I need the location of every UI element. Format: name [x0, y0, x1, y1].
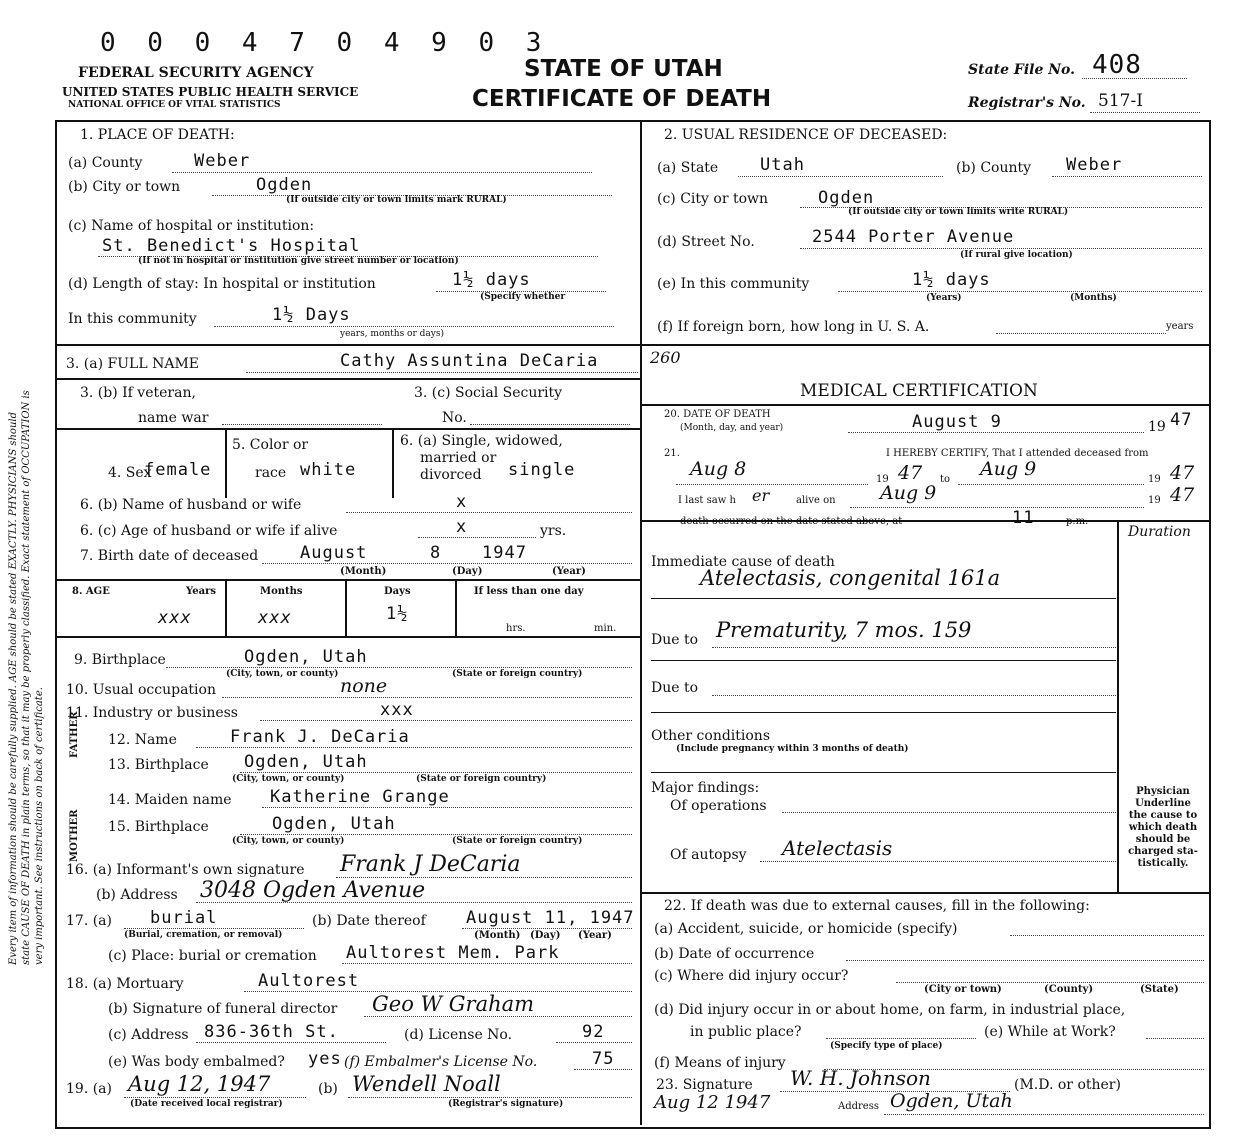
- industry-label: 11. Industry or business: [66, 705, 238, 721]
- state-file-label: State File No.: [968, 62, 1076, 78]
- place-type-note: (Specify type of place): [830, 1041, 943, 1051]
- race-label: race: [255, 465, 287, 481]
- death-date-value: August 9: [912, 412, 1002, 432]
- attended-to: Aug 9: [980, 458, 1037, 480]
- mother-city-note: (City, town, or county): [232, 836, 345, 846]
- mother-birthplace-value: Ogden, Utah: [272, 814, 396, 834]
- side-instruction-2: state CAUSE OF DEATH in plain terms, so that it may be properly classified. Exact statement of OCCUPATION is: [21, 390, 32, 965]
- while-at-work-label: (e) While at Work?: [984, 1024, 1116, 1040]
- father-side-label: FATHER: [69, 711, 80, 758]
- age-years-label: Years: [186, 586, 217, 597]
- mother-state-note: (State or foreign country): [452, 836, 583, 846]
- director-label: (b) Signature of funeral director: [108, 1001, 338, 1017]
- community-value: 1½ Days: [272, 305, 351, 325]
- residence-county-value: Weber: [1066, 155, 1123, 175]
- death-county-label: (a) County: [68, 155, 143, 171]
- informant-sig-value: Frank J DeCaria: [340, 852, 521, 877]
- other-conditions-note: (Include pregnancy within 3 months of death): [676, 744, 909, 754]
- occurred-time: 11: [1012, 508, 1035, 528]
- accident-label: (a) Accident, suicide, or homicide (specify): [654, 921, 958, 937]
- certify-text: I HEREBY CERTIFY, That I attended deceased from: [886, 448, 1149, 459]
- due-to-2-label: Due to: [651, 680, 699, 696]
- death-date-label: 20. DATE OF DEATH: [664, 409, 771, 420]
- hospital-value: St. Benedict's Hospital: [102, 236, 361, 256]
- autopsy-value: Atelectasis: [782, 836, 893, 860]
- hospital-note: (If not in hospital or institution give street number or location): [138, 256, 459, 266]
- operations-label: Of operations: [670, 798, 767, 814]
- birthplace-label: 9. Birthplace: [74, 652, 166, 668]
- certificate-frame: [55, 120, 1211, 1129]
- age-less-label: If less than one day: [474, 586, 584, 597]
- industry-value: xxx: [380, 700, 414, 720]
- attended-to-year: 47: [1170, 462, 1195, 484]
- birthplace-state-note: (State or foreign country): [452, 669, 583, 679]
- mortuary-address-label: (c) Address: [108, 1027, 189, 1043]
- community-label: In this community: [68, 311, 197, 327]
- marital-label-3: divorced: [420, 467, 482, 483]
- disposition-day-note: (Day): [530, 930, 561, 941]
- age-hrs: hrs.: [506, 623, 526, 634]
- certificate-title: CERTIFICATE OF DEATH: [472, 86, 772, 112]
- physician-note-line: Physician: [1136, 786, 1190, 797]
- father-city-note: (City, town, or county): [232, 774, 345, 784]
- residence-city-note: (If outside city or town limits write RURAL): [848, 207, 1069, 217]
- external-heading: 22. If death was due to external causes, fill in the following:: [664, 898, 1090, 914]
- residence-city-label: (c) City or town: [657, 191, 769, 207]
- last-saw-value: er: [752, 486, 770, 505]
- burial-place-label: (c) Place: burial or cremation: [108, 948, 317, 964]
- injury-county-note: (County): [1044, 984, 1094, 995]
- mother-name-label: 14. Maiden name: [108, 792, 232, 808]
- last-saw-year: 47: [1170, 484, 1195, 506]
- birthplace-city-note: (City, town, or county): [226, 669, 339, 679]
- father-name-value: Frank J. DeCaria: [230, 727, 410, 747]
- physician-address-label: Address: [838, 1101, 879, 1112]
- husband-age-value: x: [456, 517, 468, 537]
- due-to-label: Due to: [651, 632, 699, 648]
- marital-label: 6. (a) Single, widowed,: [400, 433, 563, 449]
- side-instruction-1: Every item of information should be carefully supplied. AGE should be stated EXACTLY. PHYSICIANS should: [8, 412, 19, 965]
- attended-to-label: to: [940, 474, 951, 485]
- disposition-note: (Burial, cremation, or removal): [124, 930, 283, 940]
- birth-day: 8: [430, 543, 442, 563]
- registrar-number-label: Registrar's No.: [968, 95, 1086, 111]
- full-name-value: Cathy Assuntina DeCaria: [340, 351, 599, 371]
- father-birthplace-label: 13. Birthplace: [108, 757, 209, 773]
- age-days-value: 1½: [386, 604, 409, 624]
- occurred-pm: p.m.: [1066, 516, 1089, 527]
- autopsy-label: Of autopsy: [670, 847, 747, 863]
- physician-signature: W. H. Johnson: [790, 1066, 931, 1090]
- last-saw-year-prefix: 19: [1148, 495, 1161, 506]
- physician-note-line: Underline: [1135, 798, 1191, 809]
- disposition-month-note: (Month): [474, 930, 521, 941]
- injury-state-note: (State): [1140, 984, 1179, 995]
- birth-date-label: 7. Birth date of deceased: [80, 548, 259, 564]
- age-min: min.: [594, 623, 617, 634]
- death-date-year-prefix: 19: [1148, 419, 1166, 435]
- certify-number: 21.: [664, 448, 680, 459]
- birth-year: 1947: [482, 543, 527, 563]
- mother-name-value: Katherine Grange: [270, 787, 450, 807]
- ssn-no-label: No.: [442, 410, 467, 426]
- death-county-value: Weber: [194, 151, 251, 171]
- residence-community-value: 1½ days: [912, 270, 991, 290]
- injury-where-label: (c) Where did injury occur?: [654, 968, 849, 984]
- signature-date: Aug 12 1947: [654, 1092, 771, 1113]
- stay-label: (d) Length of stay: In hospital or institution: [68, 276, 376, 292]
- public-place-label: in public place?: [690, 1024, 802, 1040]
- foreign-born-label: (f) If foreign born, how long in U. S. A.: [657, 319, 930, 335]
- birth-month: August: [300, 543, 368, 563]
- street-label: (d) Street No.: [657, 234, 755, 250]
- embalmed-value: yes: [308, 1049, 342, 1069]
- residence-county-label: (b) County: [956, 160, 1032, 176]
- injury-city-note: (City or town): [924, 984, 1002, 995]
- last-saw-date: Aug 9: [880, 482, 937, 504]
- full-name-label: 3. (a) FULL NAME: [66, 356, 199, 372]
- disposition-date-label: (b) Date thereof: [312, 913, 426, 929]
- signature-label: 23. Signature: [656, 1077, 753, 1093]
- marital-label-2: married or: [420, 450, 497, 466]
- received-value: Aug 12, 1947: [128, 1072, 271, 1096]
- husband-name-label: 6. (b) Name of husband or wife: [80, 497, 302, 513]
- age-years-value: xxx: [158, 608, 192, 628]
- sex-label: 4. Sex: [108, 465, 152, 481]
- registrar-sig-label: (b): [318, 1081, 338, 1097]
- community-note: years, months or days): [340, 329, 444, 339]
- informant-address-value: 3048 Ogden Avenue: [200, 878, 426, 903]
- marital-value: single: [508, 460, 576, 480]
- physician-address-value: Ogden, Utah: [890, 1090, 1013, 1112]
- husband-name-value: x: [456, 492, 468, 512]
- registrar-signature: Wendell Noall: [352, 1072, 501, 1096]
- residence-heading: 2. USUAL RESIDENCE OF DECEASED:: [664, 127, 948, 143]
- mortuary-address-value: 836-36th St.: [204, 1022, 339, 1042]
- informant-sig-label: 16. (a) Informant's own signature: [66, 862, 305, 878]
- place-of-death-heading: 1. PLACE OF DEATH:: [80, 127, 235, 143]
- death-city-label: (b) City or town: [68, 179, 181, 195]
- major-findings-label: Major findings:: [651, 780, 760, 796]
- father-birthplace-value: Ogden, Utah: [244, 752, 368, 772]
- father-name-label: 12. Name: [108, 732, 177, 748]
- street-note: (If rural give location): [960, 250, 1073, 260]
- race-value: white: [300, 460, 357, 480]
- agency-line-1: FEDERAL SECURITY AGENCY: [78, 65, 314, 81]
- occurred-label: death occurred on the date stated above, at: [680, 516, 903, 527]
- disposition-year-note: (Year): [578, 930, 612, 941]
- occupation-label: 10. Usual occupation: [66, 682, 216, 698]
- husband-age-yrs: yrs.: [540, 523, 567, 539]
- foreign-born-unit: years: [1166, 321, 1194, 332]
- occupation-value: none: [340, 675, 388, 697]
- immediate-cause-label: Immediate cause of death: [651, 554, 835, 570]
- received-label: 19. (a): [66, 1081, 112, 1097]
- physician-note-line: should be: [1135, 834, 1191, 845]
- stay-value: 1½ days: [452, 270, 531, 290]
- informant-address-label: (b) Address: [96, 887, 178, 903]
- physician-note-line: charged sta-: [1128, 846, 1198, 857]
- embalmer-license-value: 75: [592, 1049, 615, 1069]
- registrar-sig-note: (Registrar's signature): [448, 1099, 564, 1109]
- other-conditions-label: Other conditions: [651, 728, 771, 744]
- registrar-number-value: 517-I: [1098, 91, 1143, 111]
- birth-year-note: (Year): [552, 566, 586, 577]
- veteran-war-label: name war: [138, 410, 209, 426]
- embalmer-license-label: (f) Embalmer's License No.: [344, 1054, 538, 1070]
- ssn-label: 3. (c) Social Security: [414, 385, 563, 401]
- burial-place-value: Aultorest Mem. Park: [346, 943, 560, 963]
- disposition-date-value: August 11, 1947: [466, 908, 635, 928]
- director-signature: Geo W Graham: [372, 992, 535, 1016]
- stay-note: (Specify whether: [480, 292, 566, 302]
- disposition-value: burial: [150, 908, 218, 928]
- residence-community-label: (e) In this community: [657, 276, 810, 292]
- duration-label: Duration: [1128, 524, 1191, 540]
- age-days-label: Days: [384, 586, 411, 597]
- years-note: (Years): [926, 293, 962, 303]
- age-label: 8. AGE: [72, 586, 110, 597]
- side-instruction-3: very important. See instructions on back of certificate.: [34, 687, 45, 965]
- license-value: 92: [582, 1022, 605, 1042]
- veteran-label: 3. (b) If veteran,: [80, 385, 196, 401]
- attended-from-year-prefix: 19: [876, 474, 889, 485]
- physician-note-line: the cause to: [1128, 810, 1198, 821]
- agency-line-2: UNITED STATES PUBLIC HEALTH SERVICE: [62, 85, 359, 99]
- residence-city-value: Ogden: [818, 188, 875, 208]
- occurrence-date-label: (b) Date of occurrence: [654, 946, 815, 962]
- state-title: STATE OF UTAH: [524, 56, 723, 82]
- months-note: (Months): [1070, 293, 1117, 303]
- alive-on-label: alive on: [796, 495, 836, 506]
- husband-age-label: 6. (c) Age of husband or wife if alive: [80, 523, 338, 539]
- license-label: (d) License No.: [404, 1027, 513, 1043]
- physician-note-line: which death: [1128, 822, 1198, 833]
- disposition-label: 17. (a): [66, 913, 112, 929]
- full-name-code: 260: [650, 348, 681, 367]
- last-saw-label: I last saw h: [678, 495, 736, 506]
- color-label: 5. Color or: [232, 437, 309, 453]
- age-months-label: Months: [260, 586, 303, 597]
- certificate-number-stamp: 0 0 0 4 7 0 4 9 0 3: [100, 28, 550, 58]
- mother-side-label: MOTHER: [69, 809, 80, 862]
- md-label: (M.D. or other): [1014, 1077, 1121, 1093]
- mortuary-label: 18. (a) Mortuary: [66, 976, 184, 992]
- medical-heading: MEDICAL CERTIFICATION: [800, 381, 1038, 401]
- hospital-label: (c) Name of hospital or institution:: [68, 218, 315, 234]
- residence-state-label: (a) State: [657, 160, 719, 176]
- birthplace-value: Ogden, Utah: [244, 647, 368, 667]
- father-state-note: (State or foreign country): [416, 774, 547, 784]
- physician-note-line: tistically.: [1137, 858, 1189, 869]
- received-note: (Date received local registrar): [130, 1099, 283, 1109]
- embalmed-label: (e) Was body embalmed?: [108, 1054, 285, 1070]
- physician-note: [1120, 786, 1206, 870]
- death-date-note: (Month, day, and year): [680, 423, 784, 433]
- attended-from: Aug 8: [690, 458, 747, 480]
- age-months-value: xxx: [258, 608, 292, 628]
- death-city-note: (If outside city or town limits mark RURAL): [286, 195, 507, 205]
- birth-day-note: (Day): [452, 566, 483, 577]
- residence-state-value: Utah: [760, 155, 805, 175]
- attended-to-year-prefix: 19: [1148, 474, 1161, 485]
- immediate-cause-value: Atelectasis, congenital 161a: [700, 566, 1001, 590]
- state-file-value: 408: [1092, 50, 1142, 80]
- due-to-value: Prematurity, 7 mos. 159: [716, 618, 972, 642]
- mortuary-value: Aultorest: [258, 971, 360, 991]
- means-label: (f) Means of injury: [654, 1055, 786, 1071]
- mother-birthplace-label: 15. Birthplace: [108, 819, 209, 835]
- death-city-value: Ogden: [256, 175, 313, 195]
- death-date-year: 47: [1170, 410, 1193, 430]
- street-value: 2544 Porter Avenue: [812, 227, 1015, 247]
- attended-from-year: 47: [898, 462, 923, 484]
- agency-line-3: NATIONAL OFFICE OF VITAL STATISTICS: [68, 100, 281, 110]
- sex-value: female: [144, 460, 212, 480]
- injury-home-label: (d) Did injury occur in or about home, on farm, in industrial place,: [654, 1002, 1126, 1018]
- birth-month-note: (Month): [340, 566, 387, 577]
